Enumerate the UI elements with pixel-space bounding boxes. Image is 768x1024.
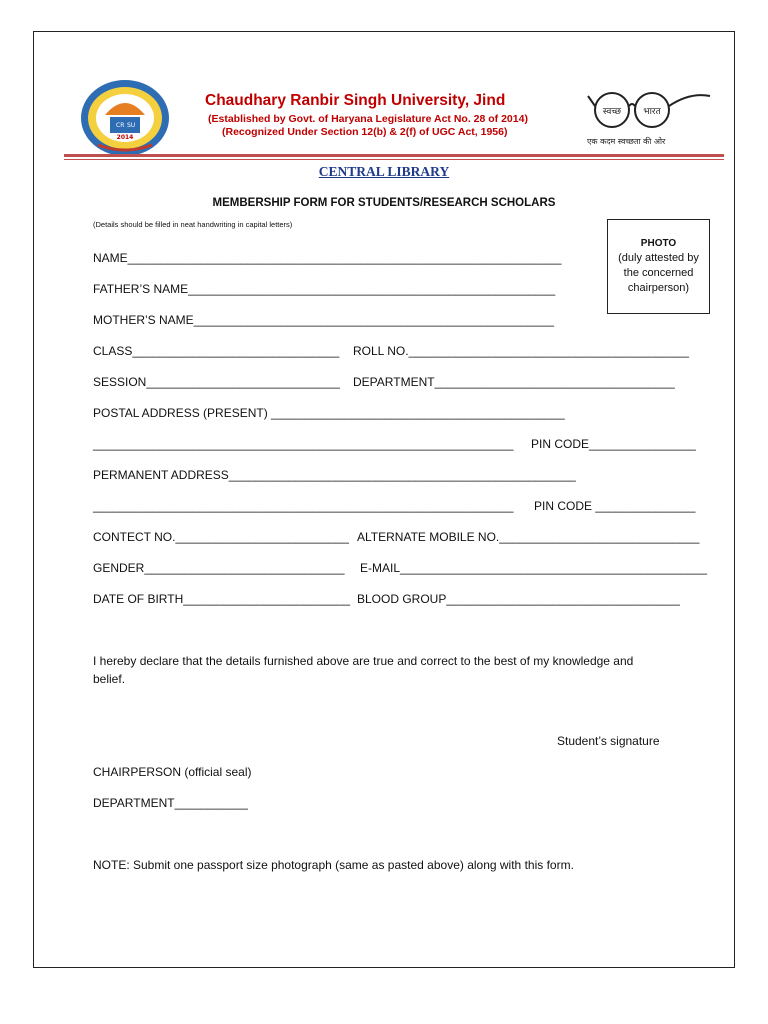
form-title: MEMBERSHIP FORM FOR STUDENTS/RESEARCH SCHOLARS [212,197,556,209]
recognized-line: (Recognized Under Section 12(b) & 2(f) of UGC Act, 1956) [222,126,508,138]
email-field[interactable]: E-MAIL______________________________________________ [360,561,708,575]
session-field[interactable]: SESSION_____________________________ [93,375,340,389]
blood-group-field[interactable]: BLOOD GROUP___________________________________ [357,592,680,606]
declaration-line2: belief. [93,672,126,686]
instruction-note: (Details should be filled in neat handwriting in capital letters) [93,220,293,229]
postal-address-field[interactable]: POSTAL ADDRESS (PRESENT) ____________________________________________ [93,406,565,420]
photo-box [607,219,710,314]
bharat-word: भारत [643,107,661,117]
alternate-mobile-field[interactable]: ALTERNATE MOBILE NO.______________________________ [357,530,700,544]
class-field[interactable]: CLASS_______________________________ [93,344,340,358]
pin-code-present[interactable]: PIN CODE________________ [531,437,696,451]
footer-department-field[interactable]: DEPARTMENT___________ [93,796,248,810]
photo-note-line1: (duly attested by [618,252,699,264]
logo-letters-right: SU [127,122,136,129]
father-name-field[interactable]: FATHER’S NAME_______________________________________________________ [93,282,556,296]
permanent-address-line2[interactable]: _______________________________________________________________ [93,499,514,513]
logo-letters-left: CR [116,122,125,129]
permanent-address-field[interactable]: PERMANENT ADDRESS____________________________________________________ [93,468,576,482]
department-field[interactable]: DEPARTMENT____________________________________ [353,375,675,389]
central-library-heading: CENTRAL LIBRARY [318,164,450,179]
postal-address-line2[interactable]: _______________________________________________________________ [93,437,514,451]
mother-name-field[interactable]: MOTHER’S NAME______________________________________________________ [93,313,555,327]
established-line: (Established by Govt. of Haryana Legislature Act No. 28 of 2014) [208,113,528,125]
roll-no-field[interactable]: ROLL NO.__________________________________________ [353,344,689,358]
contact-no-field[interactable]: CONTECT NO.__________________________ [93,530,349,544]
swachh-tagline: एक कदम स्वच्छता की ओर [587,137,666,146]
chairperson-seal-label: CHAIRPERSON (official seal) [93,765,252,779]
university-logo [80,79,170,157]
swachh-word: स्वच्छ [602,107,622,117]
swachh-bharat-logo [585,86,715,148]
student-signature-label: Student’s signature [557,734,660,748]
photo-note-line2: the concerned [623,267,694,279]
header-rule-thick [64,154,724,157]
header-rule-thin [64,159,724,160]
university-name: Chaudhary Ranbir Singh University, Jind [205,92,506,109]
gender-field[interactable]: GENDER______________________________ [93,561,345,575]
declaration-line1: I hereby declare that the details furnished above are true and correct to the best of my knowledge and [93,654,634,668]
name-field[interactable]: NAME_________________________________________________________________ [93,251,562,265]
pin-code-permanent[interactable]: PIN CODE _______________ [534,499,696,513]
photo-note-line3: chairperson) [627,282,690,294]
logo-year: 2014 [116,134,134,141]
submission-note: NOTE: Submit one passport size photograph (same as pasted above) along with this form. [93,858,574,872]
date-of-birth-field[interactable]: DATE OF BIRTH_________________________ [93,592,351,606]
photo-label: PHOTO [640,238,677,249]
